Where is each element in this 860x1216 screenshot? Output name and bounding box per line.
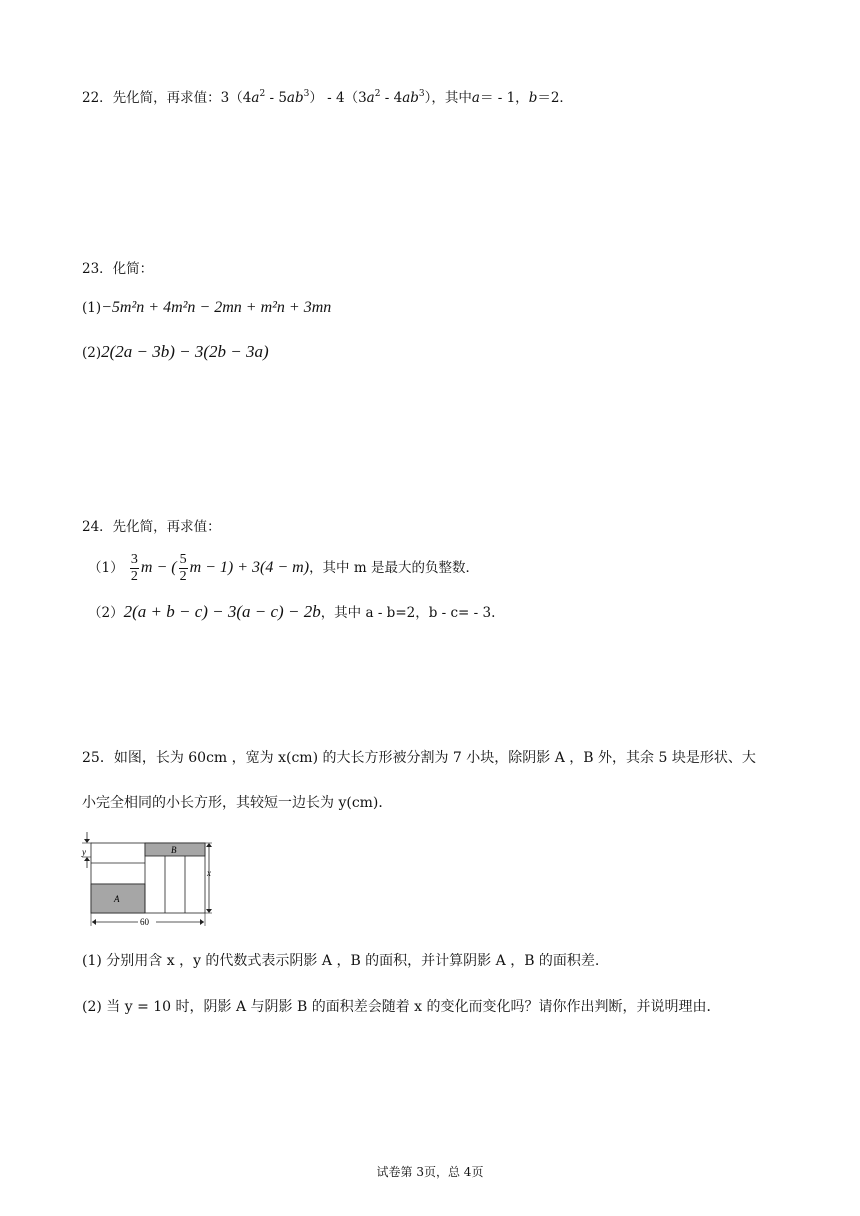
q22-number: 22．: [82, 90, 113, 106]
page-footer: 试卷第 3页，总 4页: [376, 1165, 484, 1179]
q25-line1: 25．如图，长为 60cm ，宽为 x(cm) 的大长方形被分割为 7 小块，除阴影 A ，B 外，其余 5 块是形状、大: [82, 750, 756, 766]
rectangle-diagram: [78, 830, 228, 934]
q23-heading: 23．化简：: [82, 261, 154, 277]
q23-part2-expr: 2(2a − 3b) − 3(2b − 3a): [101, 342, 269, 361]
q24-part2: （2）2(a + b − c) − 3(a − c) − 2b，其中 a - b=2，b - c= - 3.: [88, 602, 496, 621]
q25-sub2: (2) 当 y = 10 时，阴影 A 与阴影 B 的面积差会随着 x 的变化而变化吗？请你作出判断，并说明理由．: [82, 999, 721, 1015]
q23-part1: (1)−5m²n + 4m²n − 2mn + m²n + 3mn: [82, 299, 332, 316]
q25-sub1: (1) 分别用含 x ，y 的代数式表示阴影 A ，B 的面积，并计算阴影 A ，B 的面积差.: [82, 953, 600, 969]
label-B: B: [171, 845, 177, 855]
q25-line2: 小完全相同的小长方形，其较短一边长为 y(cm)．: [82, 795, 393, 811]
label-y: y: [82, 847, 86, 857]
fraction-5-2: $\frac{5}{2}$: [179, 552, 187, 584]
label-60: 60: [140, 917, 149, 927]
q23-part1-expr: −5m²n + 4m²n − 2mn + m²n + 3mn: [101, 299, 332, 316]
label-x: x: [207, 868, 211, 878]
fraction-3-2: $\frac{3}{2}$: [130, 552, 138, 584]
q23-part2: (2)2(2a − 3b) − 3(2b − 3a): [82, 342, 269, 361]
label-A: A: [114, 894, 120, 904]
q24-part1: （1） $\frac{3}{2}$ m − ( $\frac{5}{2}$ m − 1) + 3(4 − m)，其中 m 是最大的负整数．: [88, 552, 479, 584]
q22-text: 22．先化简，再求值：$3(4a^2 - 5ab^3) - 4(3a^2 - 4ab^3)$，其中a＝ - 1，b＝2．: [82, 89, 573, 106]
q24-heading: 24．先化简，再求值：: [82, 519, 221, 535]
